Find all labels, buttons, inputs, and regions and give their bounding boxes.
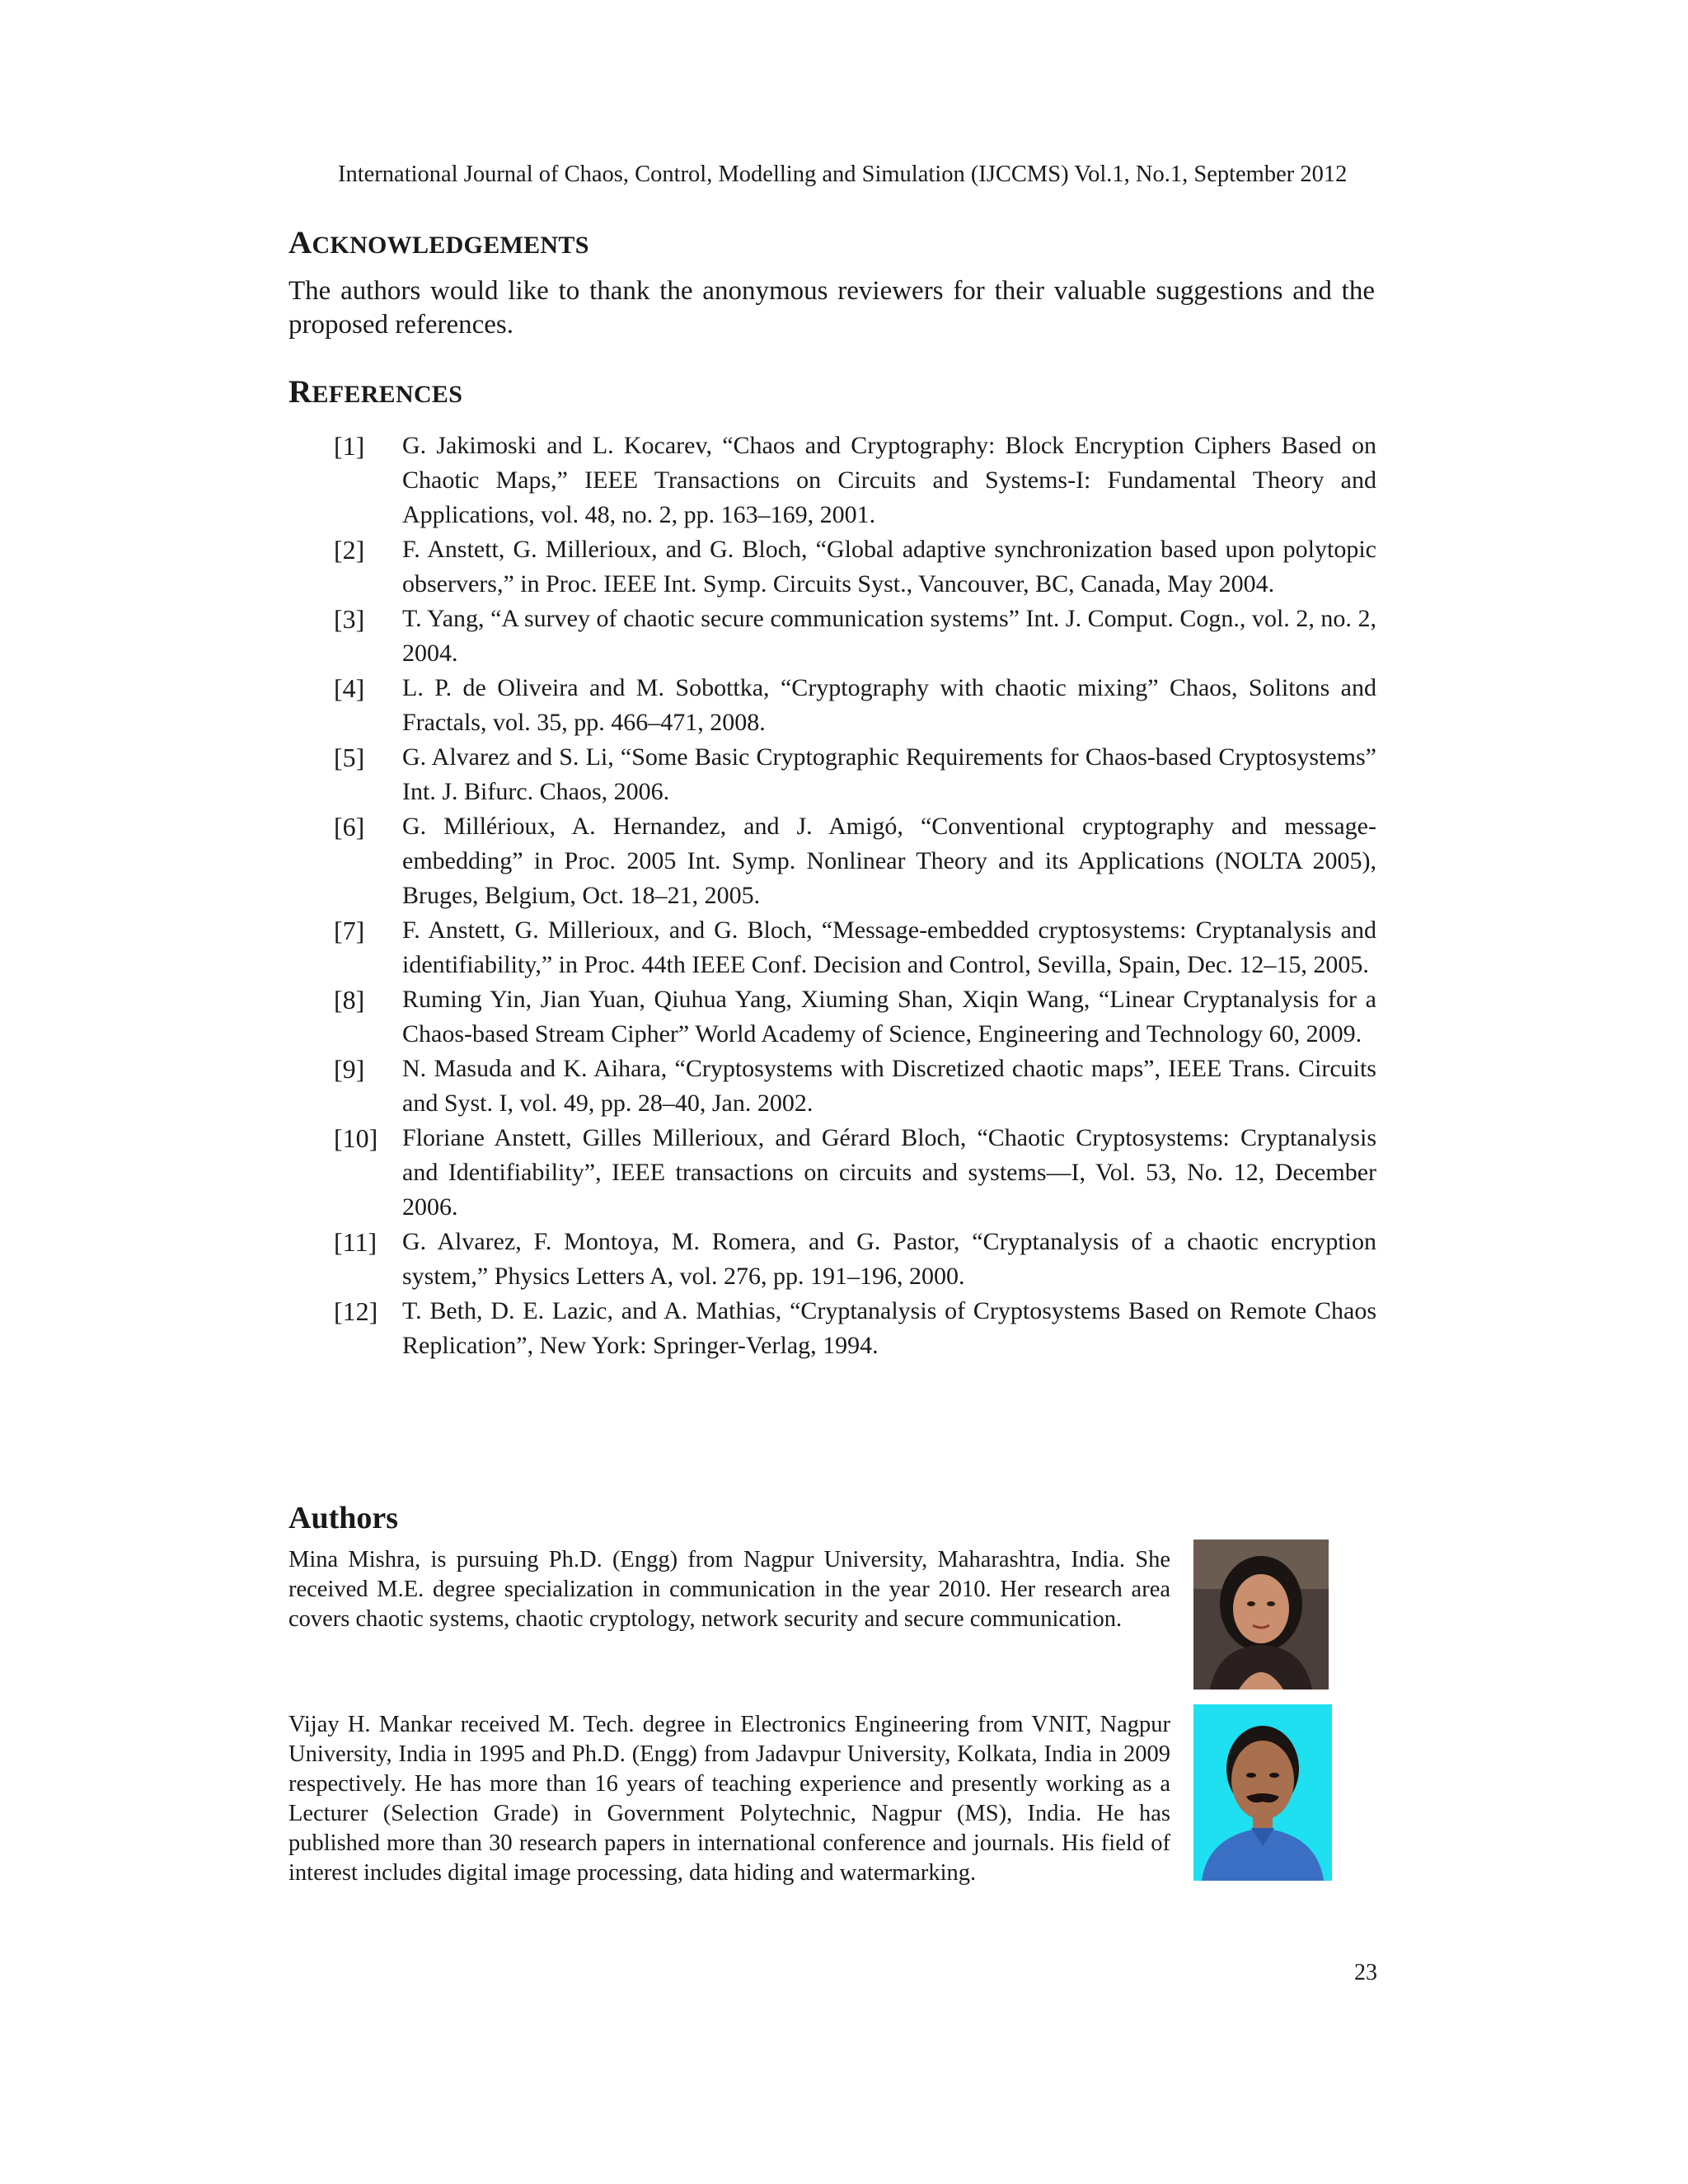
- heading-rest: CKNOWLEDGEMENTS: [312, 232, 589, 259]
- reference-number: [12]: [334, 1296, 378, 1326]
- reference-item: [288, 809, 1376, 913]
- reference-text: Floriane Anstett, Gilles Millerioux, and Gérard Bloch, “Chaotic Cryptosystems: Cryptanalysis and Identifiability”, IEEE transactions on circuits and systems—I, Vol. 53, No. 12, December 2006.: [402, 1124, 1376, 1221]
- reference-number: [8]: [334, 985, 365, 1015]
- reference-number: [11]: [334, 1227, 377, 1257]
- reference-number: [3]: [334, 604, 365, 634]
- reference-text: G. Millérioux, A. Hernandez, and J. Amigó, “Conventional cryptography and message-embedding” in Proc. 2005 Int. Symp. Nonlinear Theory and its Applications (NOLTA 2005), Bruges, Belgium, Oct. 18–21, 2005.: [402, 813, 1376, 909]
- reference-text: G. Alvarez, F. Montoya, M. Romera, and G. Pastor, “Cryptanalysis of a chaotic encryption system,” Physics Letters A, vol. 276, pp. 191–196, 2000.: [402, 1228, 1376, 1290]
- reference-text: T. Beth, D. E. Lazic, and A. Mathias, “Cryptanalysis of Cryptosystems Based on Remote Chaos Replication”, New York: Springer-Verlag, 1994.: [402, 1297, 1376, 1359]
- reference-text: N. Masuda and K. Aihara, “Cryptosystems with Discretized chaotic maps”, IEEE Trans. Circuits and Syst. I, vol. 49, pp. 28–40, Jan. 2002.: [402, 1055, 1376, 1117]
- reference-item: [288, 1052, 1376, 1121]
- reference-item: [288, 1294, 1376, 1363]
- reference-item: [288, 913, 1376, 982]
- acknowledgements-text: The authors would like to thank the anonymous reviewers for their valuable suggestions and the proposed references.: [288, 276, 1375, 340]
- reference-number: [6]: [334, 812, 365, 841]
- reference-number: [7]: [334, 916, 365, 945]
- heading-rest: EFERENCES: [312, 381, 463, 408]
- heading-initial: R: [288, 374, 312, 410]
- reference-text: F. Anstett, G. Millerioux, and G. Bloch, “Global adaptive synchronization based upon polytopic observers,” in Proc. IEEE Int. Symp. Circuits Syst., Vancouver, BC, Canada, May 2004.: [402, 536, 1376, 598]
- running-header: International Journal of Chaos, Control, Modelling and Simulation (IJCCMS) Vol.1, No.1, September 2012: [338, 162, 1348, 187]
- reference-item: [288, 1225, 1376, 1294]
- acknowledgements-heading: [288, 224, 589, 261]
- reference-text: T. Yang, “A survey of chaotic secure communication systems” Int. J. Comput. Cogn., vol. 2, no. 2, 2004.: [402, 605, 1376, 667]
- author-bio-vijay-mankar: Vijay H. Mankar received M. Tech. degree in Electronics Engineering from VNIT, Nagpur University, India in 1995 and Ph.D. (Engg) from Jadavpur University, Kolkata, India in 2009 respectively. He has more than 16 years of teaching experience and presently working as a Lecturer (Selection Grade) in Government Polytechnic, Nagpur (MS), India. He has published more than 30 research papers in international conference and journals. His field of interest includes digital image processing, data hiding and watermarking.: [288, 1712, 1170, 1886]
- reference-item: [288, 1121, 1376, 1225]
- author-photo-mina-mishra: [1193, 1540, 1329, 1690]
- author-bio-mina-mishra: Mina Mishra, is pursuing Ph.D. (Engg) from Nagpur University, Maharashtra, India. She received M.E. degree specialization in communication in the year 2010. Her research area covers chaotic systems, chaotic cryptology, network security and secure communication.: [288, 1547, 1170, 1632]
- author-photo-vijay-mankar: [1193, 1704, 1332, 1881]
- reference-number: [1]: [334, 431, 365, 461]
- reference-number: [2]: [334, 535, 365, 565]
- reference-text: G. Alvarez and S. Li, “Some Basic Cryptographic Requirements for Chaos-based Cryptosystems” Int. J. Bifurc. Chaos, 2006.: [402, 743, 1376, 805]
- reference-text: G. Jakimoski and L. Kocarev, “Chaos and Cryptography: Block Encryption Ciphers Based on Chaotic Maps,” IEEE Transactions on Circuits and Systems-I: Fundamental Theory and Applications, vol. 48, no. 2, pp. 163–169, 2001.: [402, 432, 1376, 528]
- reference-text: Ruming Yin, Jian Yuan, Qiuhua Yang, Xiuming Shan, Xiqin Wang, “Linear Cryptanalysis for a Chaos-based Stream Cipher” World Academy of Science, Engineering and Technology 60, 2009.: [402, 986, 1376, 1047]
- reference-item: [288, 602, 1376, 671]
- reference-text: F. Anstett, G. Millerioux, and G. Bloch, “Message-embedded cryptosystems: Cryptanalysis and identifiability,” in Proc. 44th IEEE Conf. Decision and Control, Sevilla, Spain, Dec. 12–15, 2005.: [402, 916, 1376, 978]
- reference-number: [9]: [334, 1054, 365, 1084]
- page-number: 23: [1354, 1960, 1377, 1985]
- reference-number: [5]: [334, 743, 365, 772]
- reference-list: [288, 429, 1376, 1363]
- references-heading: [288, 373, 462, 410]
- reference-item: [288, 982, 1376, 1052]
- reference-text: L. P. de Oliveira and M. Sobottka, “Cryptography with chaotic mixing” Chaos, Solitons and Fractals, vol. 35, pp. 466–471, 2008.: [402, 674, 1376, 736]
- reference-item: [288, 671, 1376, 740]
- reference-item: [288, 532, 1376, 602]
- reference-item: [288, 429, 1376, 532]
- heading-initial: A: [288, 225, 312, 260]
- authors-heading: Authors: [288, 1501, 399, 1535]
- reference-number: [4]: [334, 673, 365, 703]
- reference-number: [10]: [334, 1123, 378, 1153]
- reference-item: [288, 740, 1376, 809]
